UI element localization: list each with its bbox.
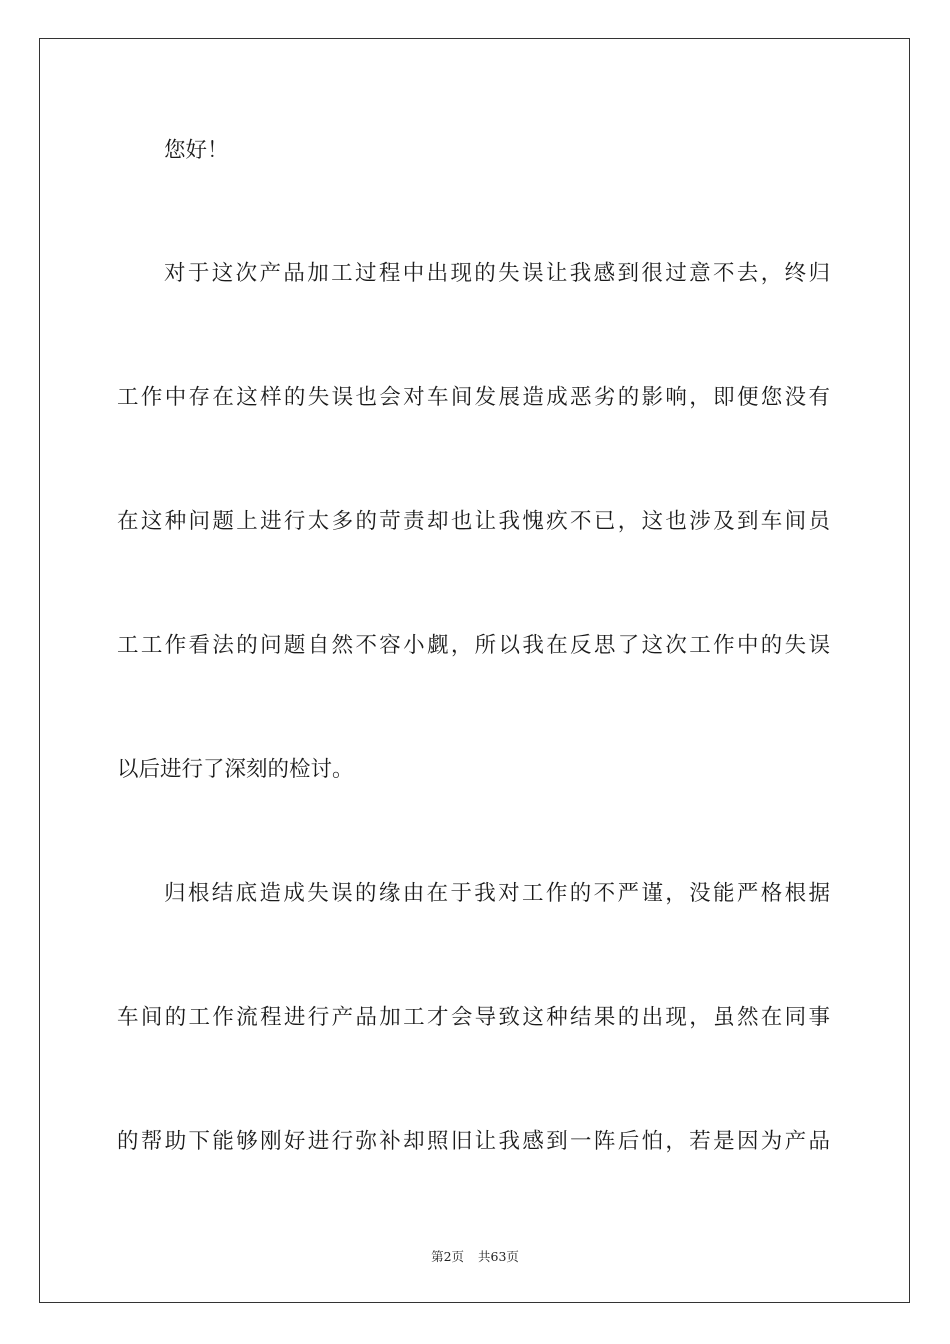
paragraph-1-line-1: 对于这次产品加工过程中出现的失误让我感到很过意不去，终归 (164, 261, 830, 286)
greeting-line: 您好！ (164, 138, 229, 163)
page-border (39, 38, 910, 1303)
paragraph-1-line-5: 以后进行了深刻的检讨。 (117, 757, 354, 782)
page-footer (0, 1249, 950, 1265)
page-number: 第2页 (431, 1249, 465, 1264)
paragraph-2-line-3: 的帮助下能够刚好进行弥补却照旧让我感到一阵后怕，若是因为产品 (117, 1129, 830, 1154)
total-pages: 共63页 (478, 1249, 519, 1264)
paragraph-1-line-3: 在这种问题上进行太多的苛责却也让我愧疚不已，这也涉及到车间员 (117, 509, 830, 534)
paragraph-1-line-4: 工工作看法的问题自然不容小觑，所以我在反思了这次工作中的失误 (117, 633, 830, 658)
paragraph-2-line-1: 归根结底造成失误的缘由在于我对工作的不严谨，没能严格根据 (164, 881, 830, 906)
paragraph-2-line-2: 车间的工作流程进行产品加工才会导致这种结果的出现，虽然在同事 (117, 1005, 830, 1030)
paragraph-1-line-2: 工作中存在这样的失误也会对车间发展造成恶劣的影响，即便您没有 (117, 385, 830, 410)
